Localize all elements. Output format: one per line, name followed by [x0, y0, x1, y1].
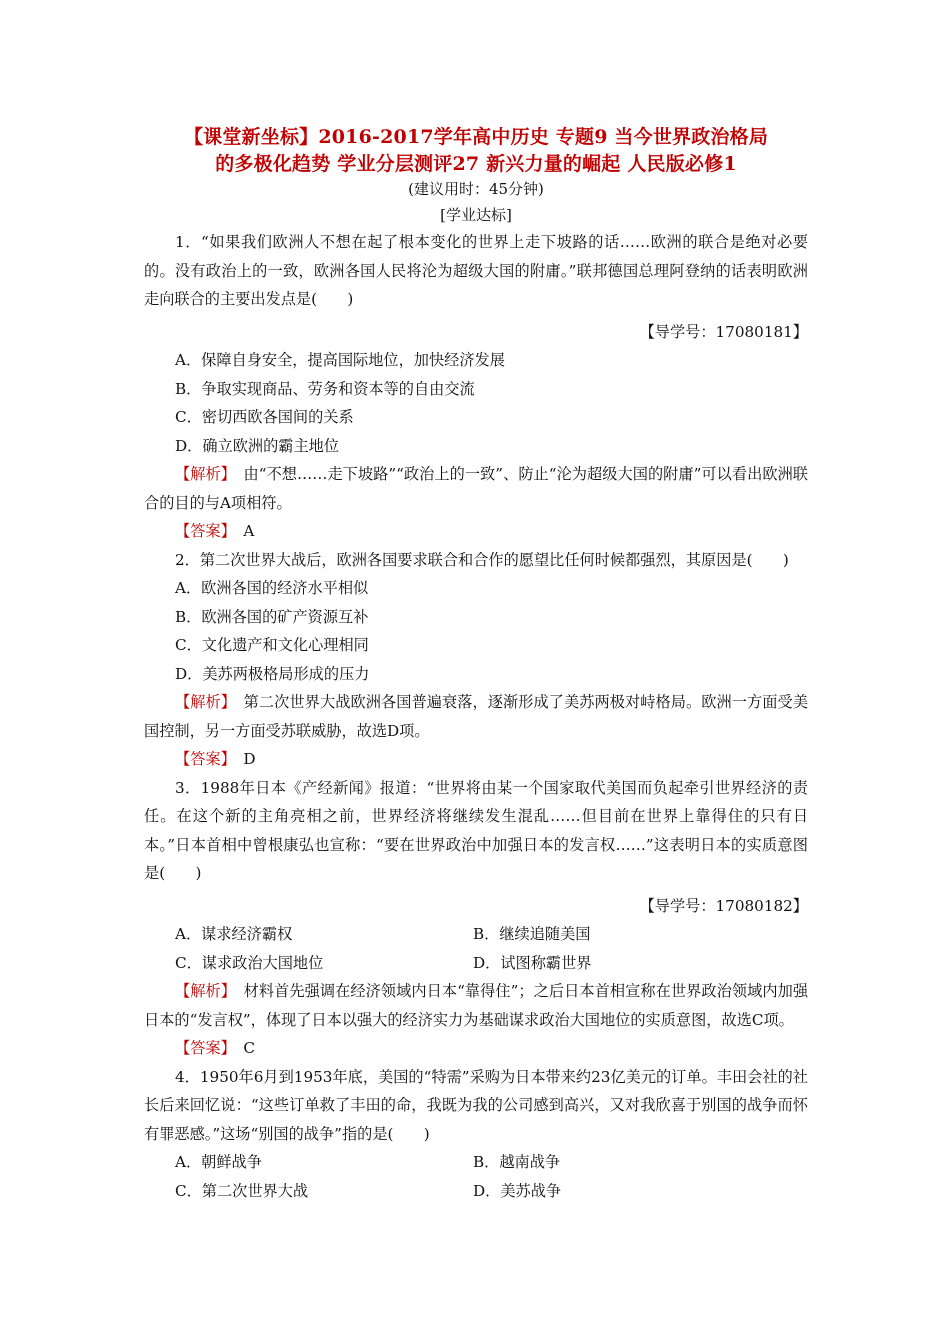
answer-text: C: [228, 1039, 255, 1057]
answer-tag: 【答案】: [175, 750, 229, 768]
question-3-option-d: D．试图称霸世界: [473, 953, 592, 972]
question-4-option-c: C．第二次世界大战: [175, 1181, 309, 1200]
question-3-option-a: A．谋求经济霸权: [175, 925, 293, 943]
question-2-answer: [144, 745, 808, 774]
question-4-option-a: A．朝鲜战争: [175, 1153, 262, 1171]
question-1-option-b: B．争取实现商品、劳务和资本等的自由交流: [175, 379, 475, 398]
question-3-stem: 3．1988年日本《产经新闻》报道：“世界将由某一个国家取代美国而负起牵引世界经济的责任。在这个新的主角亮相之前，世界经济将继续发生混乱……但目前在世界上靠得住的只有日本。”日本首相中曾根康弘也宣称：“要在世界政治中加强日本的发言权……”这表明日本的实质意图是( ): [144, 778, 808, 882]
question-2-analysis: [144, 688, 808, 745]
analysis-tag: 【解析】: [175, 465, 229, 483]
question-1-stem: 1．“如果我们欧洲人不想在起了根本变化的世界上走下坡路的话……欧洲的联合是绝对必要的。没有政治上的一致，欧洲各国人民将沦为超级大国的附庸。”联邦德国总理阿登纳的话表明欧洲走向联合的主要出发点是( ): [144, 233, 808, 308]
question-1-answer: [144, 517, 808, 546]
suggested-time: (建议用时：45分钟): [408, 180, 544, 198]
document-page: [144, 124, 808, 1205]
answer-text: D: [228, 750, 256, 768]
question-2-option-c: C．文化遗产和文化心理相同: [175, 636, 369, 654]
question-1-option-d: D．确立欧洲的霸主地位: [175, 436, 340, 455]
question-2-stem: 2．第二次世界大战后，欧洲各国要求联合和合作的愿望比任何时候都强烈，其原因是( ): [175, 550, 789, 569]
analysis-text: 第二次世界大战欧洲各国普遍衰落，逐渐形成了美苏两极对峙格局。欧洲一方面受美国控制，另一方面受苏联威胁，故选D项。: [144, 693, 809, 740]
question-2-option-d: D．美苏两极格局形成的压力: [175, 664, 370, 683]
title-line-2: 的多极化趋势 学业分层测评27 新兴力量的崛起 人民版必修1: [215, 153, 737, 175]
analysis-text: 由“不想……走下坡路”“政治上的一致”、防止“沦为超级大国的附庸”可以看出欧洲联合的目的与A项相符。: [144, 465, 808, 512]
title-line-1: 【课堂新坐标】2016-2017学年高中历史 专题9 当今世界政治格局: [183, 126, 769, 148]
question-1-guide-number: 【导学号：17080181】: [639, 322, 808, 341]
analysis-tag: 【解析】: [175, 693, 229, 711]
question-3-answer: [144, 1034, 808, 1063]
question-2-option-a: A．欧洲各国的经济水平相似: [175, 579, 369, 597]
analysis-text: 材料首先强调在经济领域内日本“靠得住”；之后日本首相宣称在世界政治领域内加强日本的“发言权”，体现了日本以强大的经济实力为基础谋求政治大国地位的实质意图，故选C项。: [144, 982, 809, 1029]
question-3-options-row-2: [144, 949, 808, 978]
analysis-tag: 【解析】: [175, 982, 229, 1000]
question-4-options-row-2: [144, 1177, 808, 1206]
question-4-option-b: B．越南战争: [473, 1153, 561, 1171]
question-4-option-d: D．美苏战争: [473, 1181, 562, 1200]
question-3-option-c: C．谋求政治大国地位: [175, 953, 324, 972]
question-1-option-a: A．保障自身安全，提高国际地位，加快经济发展: [175, 351, 505, 369]
answer-tag: 【答案】: [175, 1039, 229, 1057]
question-1-analysis: [144, 460, 808, 517]
document-title: [144, 124, 808, 178]
question-1-option-c: C．密切西欧各国间的关系: [175, 408, 354, 426]
question-4-options-row-1: [144, 1148, 808, 1177]
answer-tag: 【答案】: [175, 522, 229, 540]
question-3-options-row-1: [144, 920, 808, 949]
answer-text: A: [228, 522, 255, 540]
question-3-guide-number: 【导学号：17080182】: [639, 896, 808, 915]
question-2-option-b: B．欧洲各国的矿产资源互补: [175, 607, 369, 626]
question-4-stem: 4．1950年6月到1953年底，美国的“特需”采购为日本带来约23亿美元的订单。丰田会社的社长后来回忆说：“这些订单救了丰田的命，我既为我的公司感到高兴，又对我欣喜于别国的战争而怀有罪恶感。”这场“别国的战争”指的是( ): [144, 1067, 808, 1143]
section-heading: [学业达标]: [440, 206, 512, 224]
question-3-option-b: B．继续追随美国: [473, 925, 591, 943]
question-3-analysis: [144, 977, 808, 1034]
